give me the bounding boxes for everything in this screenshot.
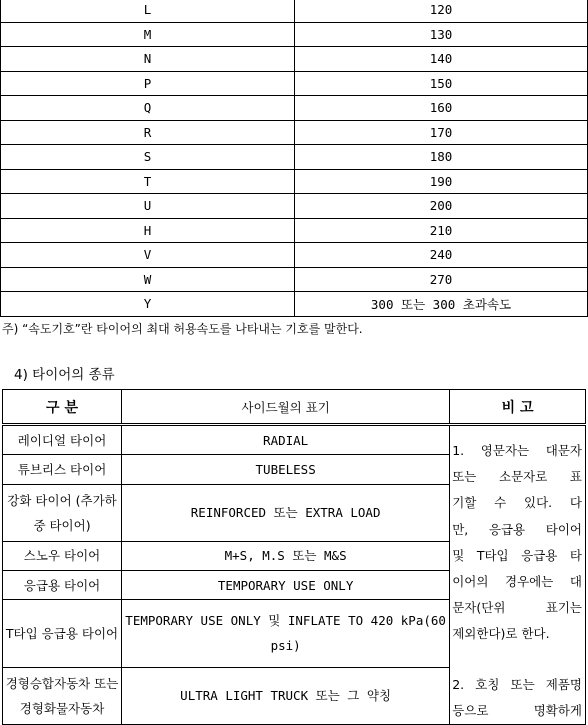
speed-row — [1, 96, 588, 121]
speed-row — [1, 0, 588, 22]
remark-line: 및 T타입 응급용 타 — [452, 547, 582, 563]
header-remarks: 비 고 — [450, 390, 586, 425]
sidewall-marking-cell: ULTRA LIGHT TRUCK 또는 그 약칭 — [122, 667, 450, 724]
speed-value-cell: 240 — [295, 243, 588, 268]
remark-line: 문자(단위 표기는 — [452, 600, 582, 616]
speed-value-cell: 300 또는 300 초과속도 — [295, 292, 588, 317]
speed-symbol-table — [0, 0, 588, 317]
speed-symbol-cell: N — [1, 47, 295, 72]
speed-value-cell: 140 — [295, 47, 588, 72]
speed-value-cell: 180 — [295, 145, 588, 170]
remark-line: 1. 영문자는 대문자 — [452, 443, 582, 458]
tire-kind-cell: 튜브리스 타이어 — [3, 455, 122, 484]
remark-line: 제외한다)로 한다. — [452, 626, 550, 642]
tire-kind-cell: 스노우 타이어 — [3, 541, 122, 570]
speed-symbol-cell: Y — [1, 292, 295, 317]
remark-line: 이어의 경우에는 대 — [452, 574, 582, 590]
tire-kind-cell: 레이디얼 타이어 — [3, 425, 122, 455]
speed-row — [1, 243, 588, 268]
speed-row — [1, 292, 588, 317]
speed-symbol-note: 주) “속도기호”란 타이어의 최대 허용속도를 나타내는 기호를 말한다. — [2, 322, 363, 336]
remarks-cell — [450, 425, 586, 725]
speed-row — [1, 267, 588, 292]
speed-value-cell: 190 — [295, 169, 588, 194]
speed-symbol-cell: P — [1, 71, 295, 96]
speed-value-cell: 210 — [295, 218, 588, 243]
sidewall-marking-cell: M+S, M.S 또는 M&S — [122, 541, 450, 570]
speed-row — [1, 169, 588, 194]
section-title: 4) 타이어의 종류 — [14, 367, 115, 383]
sidewall-marking-cell: RADIAL — [122, 425, 450, 455]
header-marking: 사이드월의 표기 — [122, 390, 450, 425]
sidewall-marking-cell: TEMPORARY USE ONLY 및 INFLATE TO 420 kPa(60 psi) — [122, 600, 450, 667]
tire-type-table — [2, 389, 586, 725]
remark-line: 등으로 명확하게 — [452, 702, 582, 718]
speed-value-cell: 200 — [295, 194, 588, 219]
speed-row — [1, 22, 588, 47]
tire-type-row — [3, 425, 586, 455]
speed-symbol-cell: H — [1, 218, 295, 243]
speed-row — [1, 194, 588, 219]
speed-row — [1, 145, 588, 170]
speed-row — [1, 218, 588, 243]
speed-row — [1, 71, 588, 96]
sidewall-marking-cell: TEMPORARY USE ONLY — [122, 571, 450, 600]
speed-symbol-cell: W — [1, 267, 295, 292]
sidewall-marking-cell: REINFORCED 또는 EXTRA LOAD — [122, 484, 450, 541]
speed-value-cell: 120 — [295, 0, 588, 22]
speed-value-cell: 170 — [295, 120, 588, 145]
speed-symbol-cell: U — [1, 194, 295, 219]
speed-symbol-cell: Q — [1, 96, 295, 121]
speed-value-cell: 270 — [295, 267, 588, 292]
tire-kind-cell: T타입 응급용 타이어 — [3, 600, 122, 667]
speed-symbol-cell: S — [1, 145, 295, 170]
remark-line: 기할 수 있다. 다 — [452, 495, 582, 511]
tire-kind-cell: 응급용 타이어 — [3, 571, 122, 600]
tire-kind-cell: 강화 타이어 (추가하중 타이어) — [3, 484, 122, 541]
speed-row — [1, 120, 588, 145]
sidewall-marking-cell: TUBELESS — [122, 455, 450, 484]
speed-symbol-cell: M — [1, 22, 295, 47]
speed-symbol-cell: L — [1, 0, 295, 22]
header-kind: 구 분 — [3, 390, 122, 425]
speed-value-cell: 130 — [295, 22, 588, 47]
speed-row — [1, 47, 588, 72]
tire-kind-cell: 경형승합자동차 또는 경형화물자동차 — [3, 667, 122, 724]
remark-line: 또는 소문자로 표 — [452, 469, 582, 485]
remark-line: 만, 응급용 타이어 — [452, 521, 582, 537]
speed-symbol-cell: T — [1, 169, 295, 194]
speed-value-cell: 150 — [295, 71, 588, 96]
speed-value-cell: 160 — [295, 96, 588, 121]
speed-symbol-cell: R — [1, 120, 295, 145]
speed-symbol-cell: V — [1, 243, 295, 268]
remark-line: 2. 호칭 또는 제품명 — [452, 676, 582, 692]
